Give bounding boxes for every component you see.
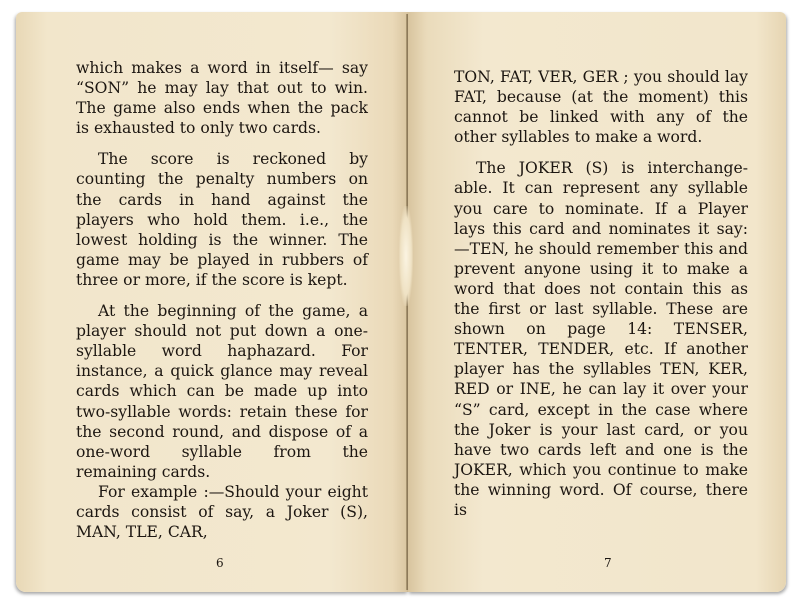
paragraph: The JOKER (S) is interchange-able. It can represent any syllable you care to nominate. If a Player lays this card and nominates it say:—TEN, he should remember this and prevent anyone using it to make a word that does not contain this as the first or last syllable. These are shown on page 14: TENSER, TENTER, TENDER, etc. If another player has the syllables TEN, KER, RED or INE, he can lay it over your “S” card, except in the case where the Joker is your last card, or you have two cards left and one is the JOKER, which you continue to make the winning word. Of course, there is bbox=[454, 159, 748, 519]
right-page-text bbox=[454, 67, 748, 531]
right-page bbox=[408, 12, 786, 592]
left-page bbox=[16, 12, 408, 592]
open-booklet bbox=[10, 6, 790, 592]
paragraph: TON, FAT, VER, GER ; you should lay FAT, because (at the moment) this cannot be linked with any of the other syllables to make a word. bbox=[454, 68, 748, 147]
left-page-text bbox=[76, 58, 368, 553]
paragraph: The score is reckoned by counting the penalty numbers on the cards in hand against the players who hold them. i.e., the lowest holding is the winner. The game may be played in rubbers of three or more, if the score is kept. bbox=[76, 150, 368, 289]
page-number: 7 bbox=[604, 556, 613, 570]
paragraph: For example :—Should your eight cards consist of say, a Joker (S), MAN, TLE, CAR, bbox=[76, 482, 368, 542]
page-number: 6 bbox=[216, 556, 225, 570]
page-tear-mark bbox=[399, 206, 413, 306]
paragraph: which makes a word in itself— say “SON” he may lay that out to win. The game also ends when the pack is exhausted to only two cards. bbox=[76, 59, 368, 138]
paragraph: At the beginning of the game, a player should not put down a one-syllable word haphazard. For instance, a quick glance may reveal cards which can be made up into two-syllable words: retain these for the second round, and dispose of a one-word syllable from the remaining cards. bbox=[76, 302, 368, 481]
